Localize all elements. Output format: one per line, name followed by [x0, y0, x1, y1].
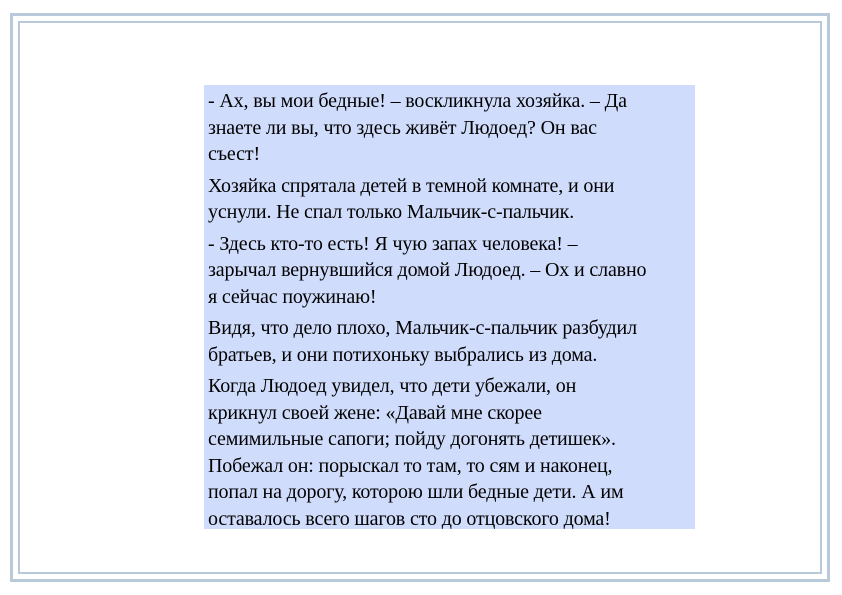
- text-line: оставалось всего шагов сто до отцовского дома!: [208, 507, 611, 530]
- paragraph-2: [208, 173, 691, 226]
- text-line: съест!: [208, 143, 260, 165]
- text-line: семимильные сапоги; пойду догонять детишек».: [208, 428, 616, 450]
- text-line: зарычал вернувшийся домой Людоед. – Ох и славно: [208, 259, 647, 281]
- story-text-box: [204, 85, 695, 529]
- text-line: - Здесь кто-то есть! Я чую запах человека! –: [208, 232, 578, 255]
- paragraph-3: [208, 231, 691, 311]
- text-line: знаете ли вы, что здесь живёт Людоед? Он вас: [208, 116, 597, 139]
- text-line: уснули. Не спал только Мальчик-с-пальчик.: [208, 201, 575, 223]
- paragraph-5: [208, 373, 691, 532]
- text-line: крикнул своей жене: «Давай мне скорее: [208, 401, 542, 424]
- paragraph-4: [208, 315, 691, 368]
- text-line: попал на дорогу, которою шли бедные дети. А им: [208, 481, 624, 503]
- text-line: Побежал он: порыскал то там, то сям и наконец,: [208, 454, 613, 477]
- text-line: я сейчас поужинаю!: [208, 285, 377, 308]
- paragraph-1: [208, 88, 691, 168]
- text-line: братьев, и они потихоньку выбрались из дома.: [208, 343, 598, 366]
- text-line: - Ах, вы мои бедные! – воскликнула хозяйка. – Да: [208, 90, 627, 112]
- text-line: Хозяйка спрятала детей в темной комнате, и они: [208, 174, 615, 197]
- text-line: Видя, что дело плохо, Мальчик-с-пальчик разбудил: [208, 317, 637, 339]
- text-line: Когда Людоед увидел, что дети убежали, он: [208, 375, 577, 397]
